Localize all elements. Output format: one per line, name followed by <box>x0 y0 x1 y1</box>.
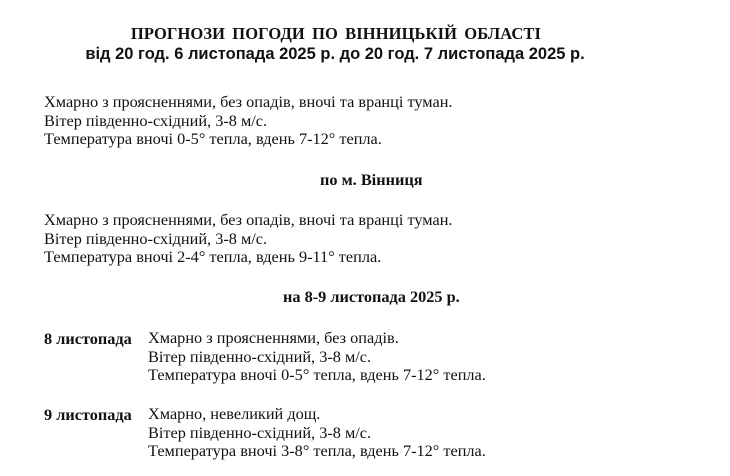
day8-temp-line: Температура вночі 0-5° тепла, вдень 7-12° тепла. <box>148 365 486 385</box>
day9-sky-line: Хмарно, невеликий дощ. <box>148 404 321 423</box>
region-sky-line: Хмарно з проясненнями, без опадів, вночі та вранці туман. <box>44 92 453 111</box>
document-subtitle: від 20 год. 6 листопада 2025 р. до 20 год. 7 листопада 2025 р. <box>85 45 585 63</box>
city-heading: по м. Вінниця <box>320 170 423 189</box>
region-temp-line: Температура вночі 0-5° тепла, вдень 7-12° тепла. <box>44 129 382 149</box>
day9-temp-line: Температура вночі 3-8° тепла, вдень 7-12° тепла. <box>148 441 486 461</box>
day9-wind-line: Вітер південно-східний, 3-8 м/с. <box>148 422 372 442</box>
outlook-heading: на 8-9 листопада 2025 р. <box>283 287 460 306</box>
city-temp-line: Температура вночі 2-4° тепла, вдень 9-11° тепла. <box>44 247 382 267</box>
region-wind-line: Вітер південно-східний, 3-8 м/с. <box>44 110 268 130</box>
day8-sky-line: Хмарно з проясненнями, без опадів. <box>148 328 399 347</box>
city-forecast <box>44 211 452 267</box>
region-forecast <box>44 93 452 149</box>
day-forecast-9 <box>148 405 486 461</box>
day-label-8: 8 листопада <box>44 329 132 348</box>
day-forecast-8 <box>148 329 486 385</box>
document-title: ПРОГНОЗИ ПОГОДИ ПО ВІННИЦЬКІЙ ОБЛАСТІ <box>130 24 542 43</box>
day8-wind-line: Вітер південно-східний, 3-8 м/с. <box>148 346 372 366</box>
day-label-9: 9 листопада <box>44 405 132 424</box>
city-sky-line: Хмарно з проясненнями, без опадів, вночі та вранці туман. <box>44 210 453 229</box>
city-wind-line: Вітер південно-східний, 3-8 м/с. <box>44 228 268 248</box>
